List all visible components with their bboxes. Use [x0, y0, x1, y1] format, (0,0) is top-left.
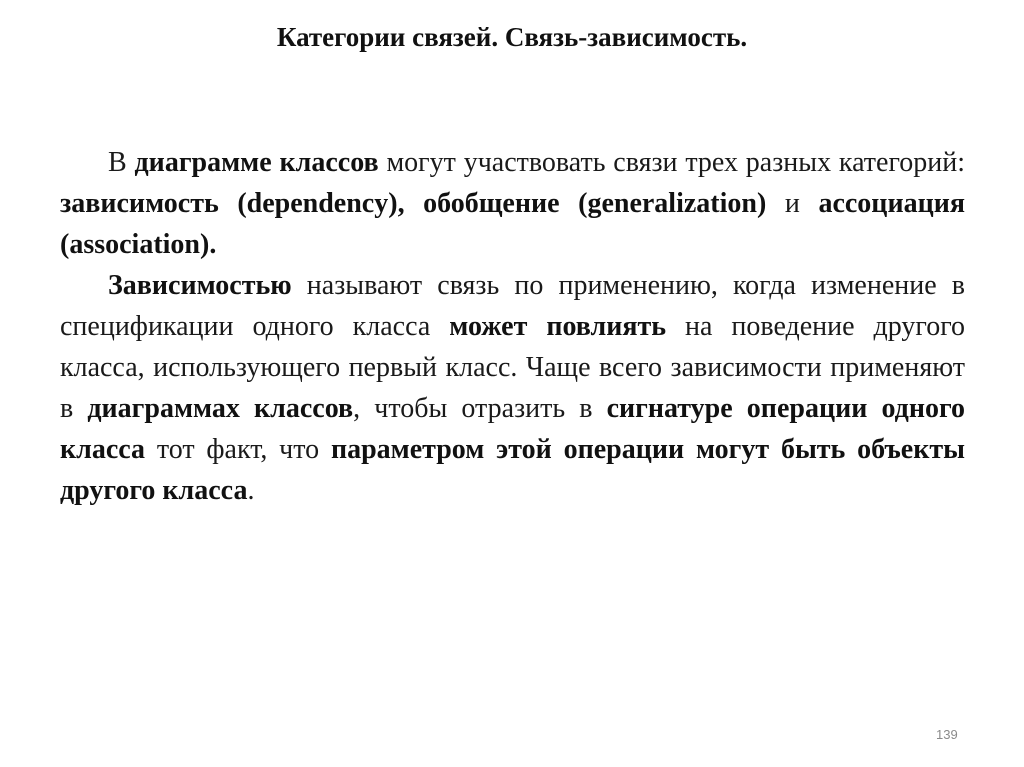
bold-term-dependency: Зависимостью — [108, 270, 292, 301]
page-number: 139 — [936, 727, 958, 742]
text-run: тот факт, что — [145, 434, 331, 465]
bold-term-class-diagram: диаграмме классов — [134, 147, 379, 178]
text-run: и — [766, 188, 819, 219]
paragraph-dependency-definition — [60, 265, 965, 511]
slide-title: Категории связей. Связь-зависимость. — [276, 22, 748, 52]
paragraph-categories — [60, 142, 965, 265]
text-run: , чтобы отразить в — [353, 393, 607, 424]
slide-body — [60, 142, 965, 511]
text-run: . — [247, 475, 255, 506]
bold-term-dependency-generalization: зависимость (dependency), обобщение (generalization) — [60, 188, 767, 219]
bold-term-may-affect: может повлиять — [449, 311, 667, 342]
bold-term-association: ассоциация (association). — [60, 188, 965, 260]
text-run: могут участвовать связи трех разных категорий: — [378, 147, 965, 178]
text-run: называют связь по применению, когда изменение в спецификации одного класса — [60, 270, 965, 342]
bold-term-operation-signature: сигнатуре операции одного класса — [60, 393, 965, 465]
bold-term-class-diagrams: диаграммах классов — [87, 393, 354, 424]
text-run: В — [108, 147, 135, 178]
text-run: на поведение другого класса, использующего первый класс. Чаще всего зависимости применяют в — [60, 311, 965, 424]
bold-term-operation-parameter: параметром этой операции могут быть объекты другого класса — [60, 434, 965, 506]
